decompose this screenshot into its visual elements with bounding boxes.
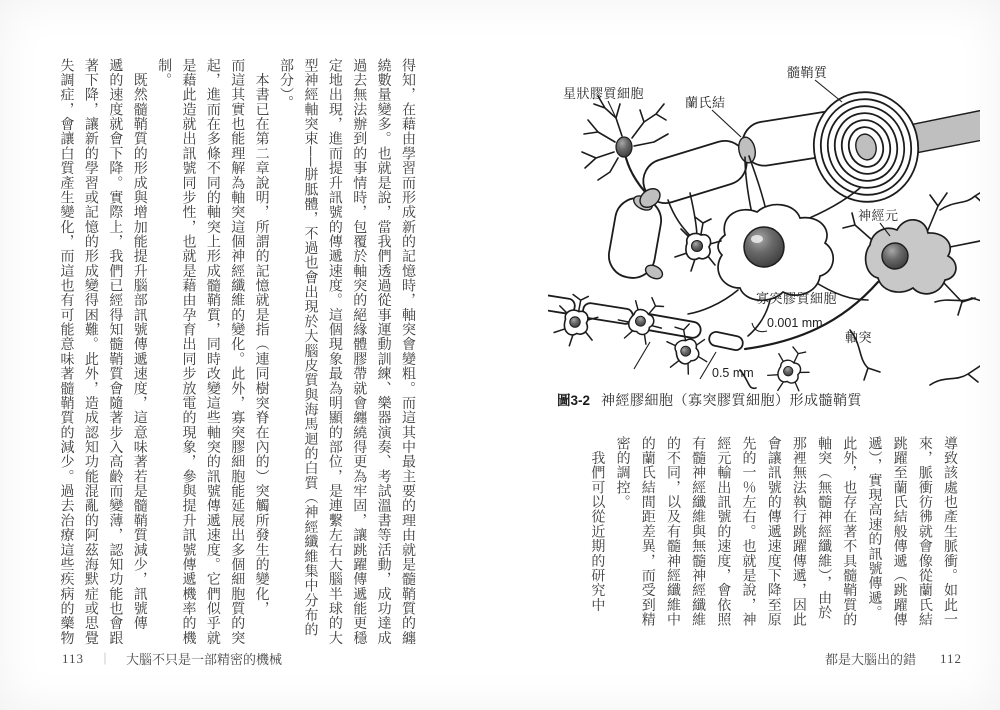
text-column: 跳躍至蘭氏結般傳遞（跳躍傳 <box>891 436 907 627</box>
running-title: 大腦不只是一部精密的機械 <box>126 652 283 667</box>
text-column: 經元輸出訊號的速度，會依照 <box>715 436 731 627</box>
text-column: 導致該處也產生脈衝。如此一 <box>942 436 957 627</box>
figure-caption-text: 神經膠細胞（寡突膠質細胞）形成髓鞘質 <box>601 394 863 409</box>
astrocyte-nucleus <box>616 137 632 157</box>
text-column: 的蘭氏結間距差異，而受到精 <box>639 436 655 627</box>
label-axon: 軸突 <box>845 330 873 345</box>
text-column: 遞），實現高速的訊號傳遞。 <box>866 436 882 620</box>
text-column: 是藉此造就出訊號同步性，也就是藉由孕育出同步放電的現象，參與提升訊號傳遞機率的機 <box>180 58 196 646</box>
text-column: 會讓訊號的傳遞速度下降至原 <box>765 436 781 627</box>
astrocyte-cell <box>582 96 668 211</box>
text-column: 既然髓鞘質的形成與增加能提升腦部訊號傳遞速度，這意味著若是髓鞘質減少，訊號傳 <box>131 58 147 631</box>
text-column: 得知，在藉由學習而形成新的記憶時，軸突會變粗。而這其中最主要的理由就是髓鞘質的纏 <box>400 58 415 646</box>
text-column: 型神經軸突束──胼胝體，不過也會出現於大腦皮質與海馬迴的白質（神經纖維集中分布的 <box>302 58 318 638</box>
oligodendrocyte-nucleus <box>744 227 784 267</box>
label-neuron: 神經元 <box>858 208 899 223</box>
text-column: 軸突（無髓神經纖維），由於 <box>816 436 832 620</box>
figure-caption-label: 圖3-2 <box>557 393 591 408</box>
text-column: 有髓神經纖維與無髓神經纖維 <box>690 436 706 627</box>
text-column: 起，進而在多條不同的軸突上形成髓鞘質，同時改變這些軸突的訊號傳遞速度。它們似乎就 <box>204 58 220 646</box>
myelin-segment-vertical <box>605 193 664 282</box>
text-column: 繞數量變多。也就是說，當我們透過從事運動訓練、樂器演奏、考試溫書等活動，成功達成 <box>375 58 391 646</box>
text-column: 來，脈衝彷彿就會像從蘭氏結 <box>916 436 932 627</box>
page-number: 113 <box>62 650 85 666</box>
text-column: 而這其實也能理解為軸突這個神經纖維的變化。此外，寡突膠細胞能延展出多個細胞質的突 <box>229 58 245 646</box>
text-column: 部分）。 <box>278 58 294 110</box>
text-column: 失調症，會讓白質產生變化，而這也有可能意味著髓鞘質的減少。過去治療這些疾病的藥物 <box>58 58 74 646</box>
myelin-sheath-roll <box>802 81 980 213</box>
text-column: 我們可以從近期的研究中 <box>589 436 605 613</box>
text-column: 此外，也存在著不具髓鞘質的 <box>841 436 857 627</box>
right-page-text-block <box>579 436 957 634</box>
right-page-footer <box>825 649 962 668</box>
text-column: 那裡無法執行跳躍傳遞，因此 <box>790 436 806 627</box>
figure-caption <box>557 389 862 410</box>
text-column: 先的一％左右。也就是說，神 <box>740 436 756 627</box>
left-page-text-block <box>49 58 415 650</box>
text-column: 著下降，讓新的學習或記憶的形成變得困難。此外，造成認知功能混亂的阿茲海默症或思覺 <box>82 58 98 646</box>
text-column: 過去無法辦到的事情時，包覆於軸突的絕緣體膠帶就會纏繞得更為牢固，讓跳躍傳遞能更穩 <box>351 58 367 646</box>
label-myelin: 髓鞘質 <box>787 65 828 80</box>
text-column: 遞的速度就會下降。實際上，我們已經得知髓鞘質會隨著步入高齡而變薄，認知功能也會跟 <box>107 58 123 646</box>
left-page-footer <box>62 649 282 668</box>
label-oligodendrocyte: 寡突膠質細胞 <box>756 291 838 306</box>
glial-cell <box>765 343 815 392</box>
label-node-of-ranvier: 蘭氏結 <box>685 95 726 110</box>
label-astrocyte: 星狀膠質細胞 <box>563 86 645 101</box>
text-column: 密的調控。 <box>614 436 630 510</box>
page-number: 112 <box>939 650 962 666</box>
neuron-nucleus <box>882 243 908 269</box>
text-column: 本書已在第二章說明，所謂的記憶就是指（連同樹突脊在內的）突觸所發生的變化， <box>253 58 269 616</box>
text-column: 制。 <box>156 58 172 88</box>
running-title: 都是大腦出的錯 <box>824 652 916 667</box>
label-scale-node: 0.001 mm <box>767 316 823 330</box>
text-column: 定地出現，進而提升訊號的傳遞速度。這個現象最為明顯的部位，是連繫左右大腦半球的大 <box>326 58 342 646</box>
text-column: 的不同，以及有髓神經纖維中 <box>664 436 680 627</box>
neuron-diagram <box>548 50 980 392</box>
figure-3-2 <box>548 50 980 392</box>
label-scale-segment: 0.5 mm <box>712 366 754 380</box>
footer-separator: ｜ <box>99 652 112 666</box>
